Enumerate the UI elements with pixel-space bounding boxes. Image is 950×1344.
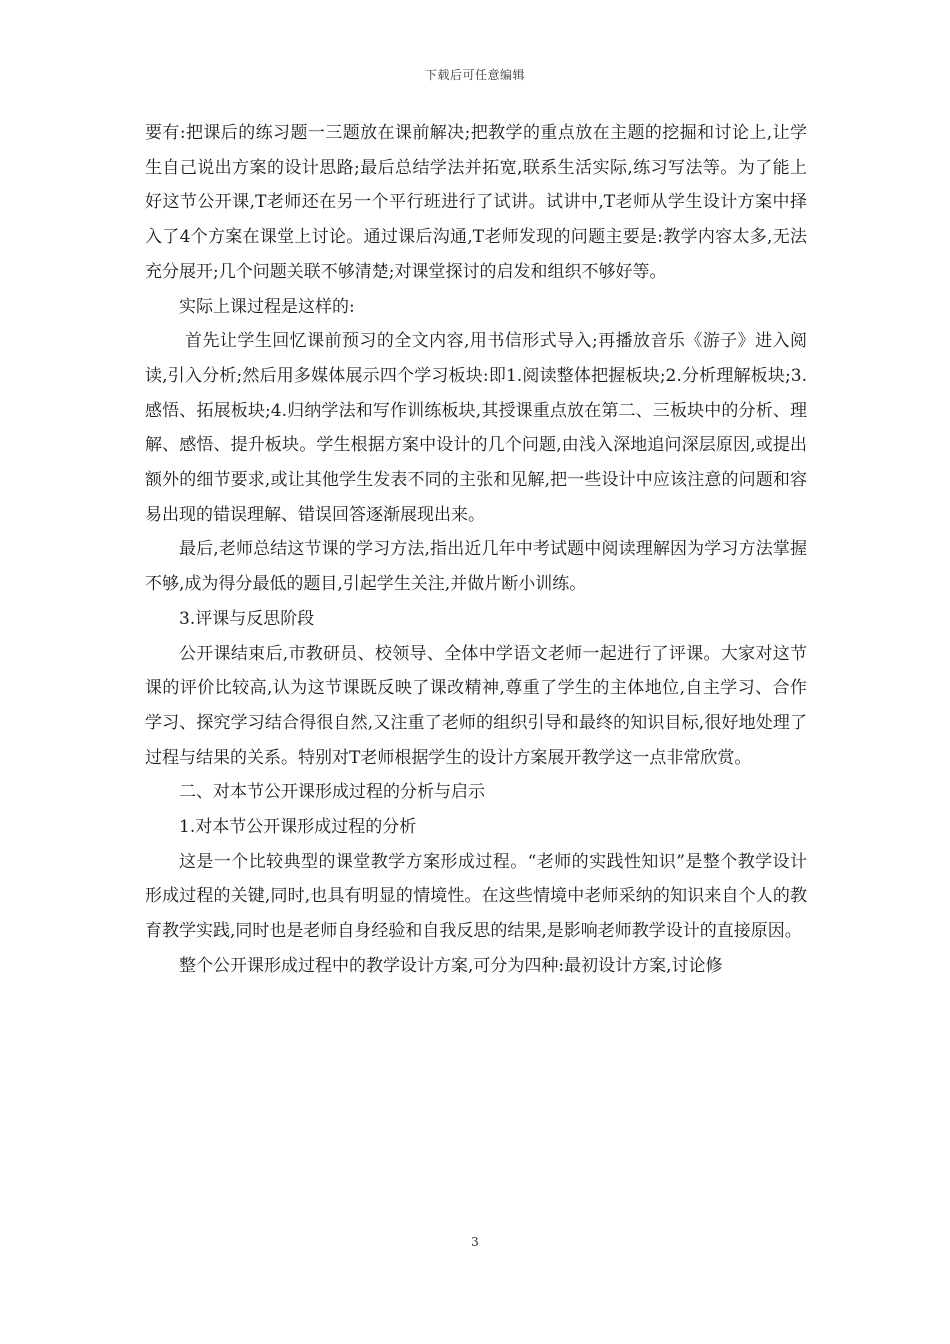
document-body: [145, 116, 807, 984]
section-heading-analysis: 二、对本节公开课形成过程的分析与启示: [179, 782, 485, 803]
paragraph-summary: 最后,老师总结这节课的学习方法,指出近几年中考试题中阅读理解因为学习方法掌握不够,成为得分最低的题目,引起学生关注,并做片断小训练。: [145, 539, 807, 595]
paragraph-design-types: 整个公开课形成过程中的教学设计方案,可分为四种:最初设计方案,讨论修: [179, 955, 723, 976]
subsection-heading-analysis: 1.对本节公开课形成过程的分析: [179, 817, 417, 838]
page-header: 下载后可任意编辑: [424, 68, 525, 82]
paragraph-lesson-plan-continuation: 要有:把课后的练习题一三题放在课前解决;把教学的重点放在主题的挖掘和讨论上,让学生自己说出方案的设计思路;最后总结学法并拓宽,联系生活实际,练习写法等。为了能上好这节公开课,T老师还在另一个平行班进行了试讲。试讲中,T老师从学生设计方案中择入了4个方案在课堂上讨论。通过课后沟通,T老师发现的问题主要是:教学内容太多,无法充分展开;几个问题关联不够清楚;对课堂探讨的启发和组织不够好等。: [145, 123, 807, 282]
paragraph-actual-class-intro: 实际上课过程是这样的:: [179, 296, 355, 317]
section-heading-evaluation: 3.评课与反思阶段: [179, 608, 315, 629]
paragraph-class-procedure: 首先让学生回忆课前预习的全文内容,用书信形式导入;再播放音乐《游子》进入阅读,引入分析;然后用多媒体展示四个学习板块:即1.阅读整体把握板块;2.分析理解板块;3.感悟、拓展板块;4.归纳学法和写作训练板块,其授课重点放在第二、三板块中的分析、理解、感悟、提升板块。学生根据方案中设计的几个问题,由浅入深地追问深层原因,或提出额外的细节要求,或让其他学生发表不同的主张和见解,把一些设计中应该注意的问题和容易出现的错误理解、错误回答逐渐展现出来。: [145, 331, 807, 525]
paragraph-analysis: 这是一个比较典型的课堂教学方案形成过程。“老师的实践性知识”是整个教学设计形成过程的关键,同时,也具有明显的情境性。在这些情境中老师采纳的知识来自个人的教育教学实践,同时也是老师自身经验和自我反思的结果,是影响老师教学设计的直接原因。: [145, 851, 807, 942]
paragraph-evaluation: 公开课结束后,市教研员、校领导、全体中学语文老师一起进行了评课。大家对这节课的评价比较高,认为这节课既反映了课改精神,尊重了学生的主体地位,自主学习、合作学习、探究学习结合得很自然,又注重了老师的组织引导和最终的知识目标,很好地处理了过程与结果的关系。特别对T老师根据学生的设计方案展开教学这一点非常欣赏。: [145, 643, 807, 768]
page-number: 3: [471, 1235, 479, 1249]
